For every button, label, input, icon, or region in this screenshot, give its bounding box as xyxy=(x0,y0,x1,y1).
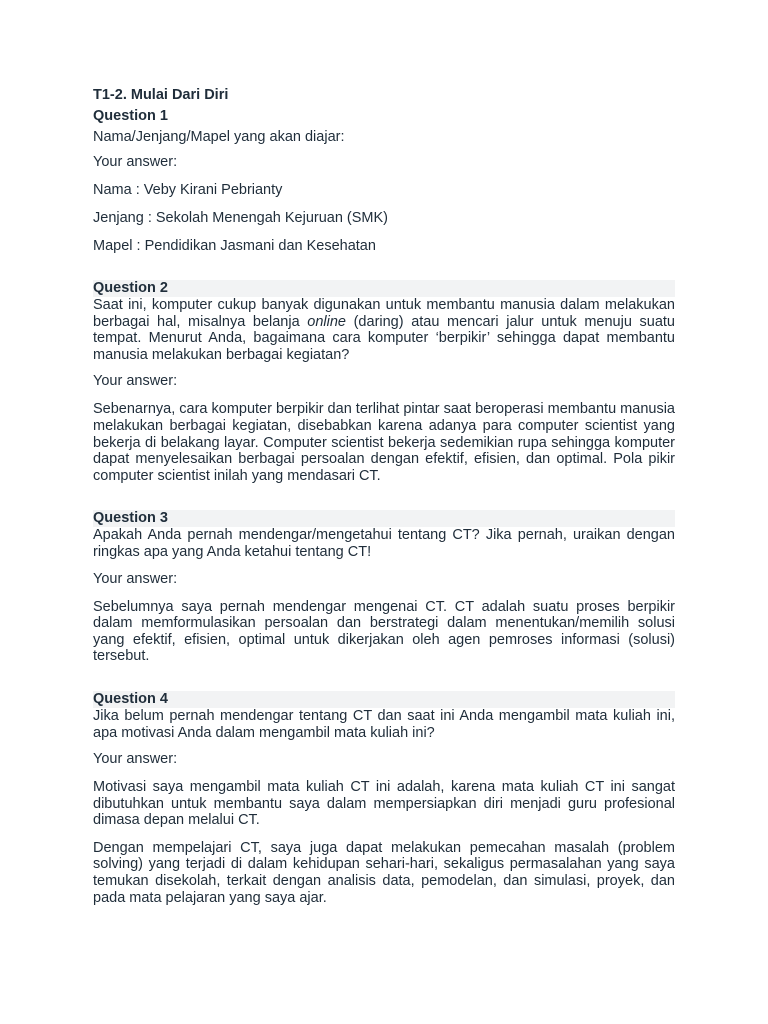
question-2-prompt-italic: online xyxy=(307,313,346,330)
question-4-answer-label: Your answer: xyxy=(93,751,178,768)
question-2-prompt xyxy=(93,297,675,363)
question-1-answer-label: Your answer: xyxy=(93,154,178,170)
question-2-answer: Sebenarnya, cara komputer berpikir dan terlihat pintar saat beroperasi membantu manusia melakukan berbagai kegiatan, disebabkan karena adanya para computer scientist yang bekerja di belakang layar. Computer scientist bekerja sedemikian rupa sehingga komputer dapat menyelesaikan berbagai persoalan dengan efektif, efisien, dan optimal. Pola pikir computer scientist inilah yang mendasari CT. xyxy=(93,401,675,484)
question-1-answer-subject: Mapel : Pendidikan Jasmani dan Kesehatan xyxy=(93,238,376,254)
question-1-heading: Question 1 xyxy=(93,108,168,124)
question-1-prompt: Nama/Jenjang/Mapel yang akan diajar: xyxy=(93,129,345,145)
question-1-answer-name: Nama : Veby Kirani Pebrianty xyxy=(93,182,283,198)
question-4 xyxy=(93,691,675,906)
question-3-prompt: Apakah Anda pernah mendengar/mengetahui tentang CT? Jika pernah, uraikan dengan ringkas apa yang Anda ketahui tentang CT! xyxy=(93,527,675,560)
question-4-heading: Question 4 xyxy=(93,691,675,708)
question-2-heading: Question 2 xyxy=(93,280,675,297)
question-2-answer-label: Your answer: xyxy=(93,373,178,390)
question-3-heading: Question 3 xyxy=(93,510,675,527)
question-4-answer-2: Dengan mempelajari CT, saya juga dapat melakukan pemecahan masalah (problem solving) yang terjadi di dalam kehidupan sehari-hari, sekaligus permasalahan yang saya temukan disekolah, terkait dengan analisis data, pemodelan, dan simulasi, proyek, dan pada mata pelajaran yang saya ajar. xyxy=(93,839,675,906)
question-1-answer-level: Jenjang : Sekolah Menengah Kejuruan (SMK) xyxy=(93,210,389,226)
question-2-prompt-part-1: Saat ini, komputer cukup banyak digunakan untuk membantu manusia dalam melakukan berbagai hal, misalnya belanja xyxy=(93,297,675,330)
question-2 xyxy=(93,280,675,484)
question-4-answer-1: Motivasi saya mengambil mata kuliah CT ini adalah, karena mata kuliah CT ini sangat dibutuhkan untuk membantu saya dalam mempersiapkan diri menjadi guru profesional dimasa depan melalui CT. xyxy=(93,779,675,829)
question-3-answer-label: Your answer: xyxy=(93,570,178,587)
document-page xyxy=(93,86,675,906)
question-2-prompt-part-2: (daring) atau mencari jalur untuk menuju suatu tempat. Menurut Anda, bagaimana cara komputer ‘berpikir’ sehingga dapat membantu manusia melakukan berbagai kegiatan? xyxy=(93,313,675,363)
question-3 xyxy=(93,510,675,665)
question-3-answer: Sebelumnya saya pernah mendengar mengenai CT. CT adalah suatu proses berpikir dalam memformulasikan persoalan dan berstrategi dalam menentukan/memilih solusi yang efektif, efisien, optimal untuk dikerjakan oleh agen pemroses informasi (solusi) tersebut. xyxy=(93,598,675,665)
question-4-prompt: Jika belum pernah mendengar tentang CT dan saat ini Anda mengambil mata kuliah ini, apa motivasi Anda dalam mengambil mata kuliah ini? xyxy=(93,707,675,741)
document-title: T1-2. Mulai Dari Diri xyxy=(93,87,229,103)
question-1 xyxy=(93,108,675,255)
